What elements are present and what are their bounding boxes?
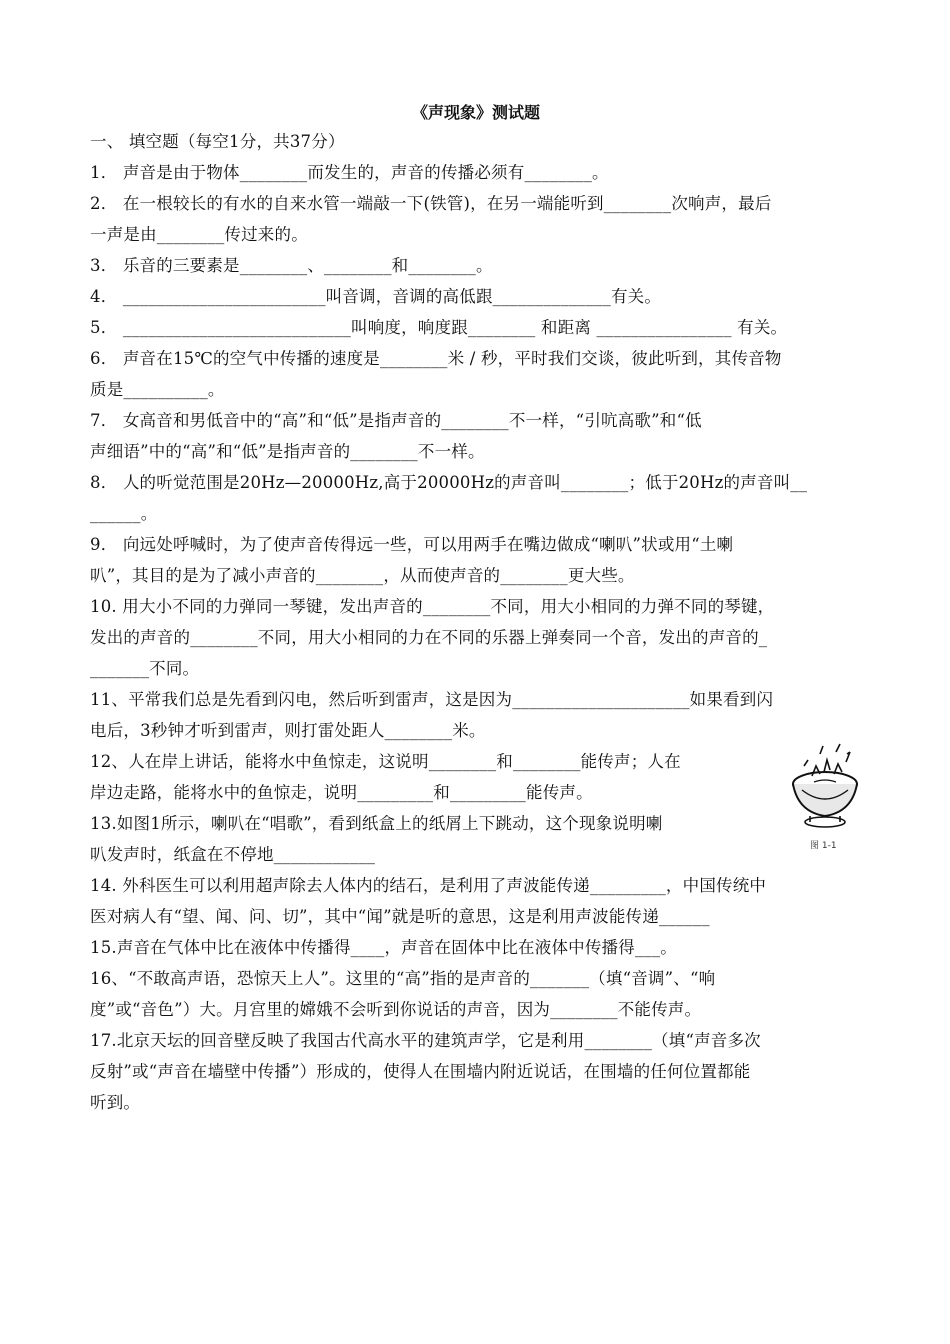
question-line: 医对病人有“望、闻、问、切”，其中“闻”就是听的意思，这是利用声波能传递______: [90, 907, 710, 926]
speaker-icon: [790, 738, 860, 836]
question-line: 1． 声音是由于物体________而发生的，声音的传播必须有________。: [90, 163, 609, 182]
question-line: 听到。: [90, 1093, 141, 1112]
question-line: 7． 女高音和男低音中的“高”和“低”是指声音的________不一样，“引吭高歌”和“低: [90, 411, 702, 430]
question-line: 声细语”中的“高”和“低”是指声音的________不一样。: [90, 442, 485, 461]
question-line: 10. 用大小不同的力弹同一琴键，发出声音的________不同，用大小相同的力弹不同的琴键，: [90, 597, 775, 616]
question-line: 12、人在岸上讲话，能将水中鱼惊走，这说明________和________能传声；人在: [90, 752, 681, 771]
question-line: _______不同。: [90, 659, 200, 678]
question-line: 反射”或“声音在墙壁中传播”）形成的，使得人在围墙内附近说话，在围墙的任何位置都能: [90, 1062, 751, 1081]
question-line: 14. 外科医生可以利用超声除去人体内的结石，是利用了声波能传递_________，中国传统中: [90, 876, 767, 895]
figure-caption: 图 1-1: [810, 841, 837, 851]
question-line: 度”或“音色”）大。月宫里的嫦娥不会听到你说话的声音，因为________不能传声。: [90, 1000, 702, 1019]
question-line: 13.如图1所示，喇叭在“唱歌”，看到纸盒上的纸屑上下跳动，这个现象说明喇: [90, 814, 663, 833]
question-line: 3． 乐音的三要素是________、________和________。: [90, 256, 493, 275]
question-line: 叭”，其目的是为了减小声音的________，从而使声音的________更大些。: [90, 566, 635, 585]
question-line: 6． 声音在15℃的空气中传播的速度是________米 / 秒，平时我们交谈，彼此听到，其传音物: [90, 349, 782, 368]
question-line: 质是__________。: [90, 380, 225, 399]
question-line: 叭发声时，纸盒在不停地____________: [90, 845, 376, 864]
question-line: 15.声音在气体中比在液体中传播得____，声音在固体中比在液体中传播得___。: [90, 938, 677, 957]
question-line: 电后，3秒钟才听到雷声，则打雷处距人________米。: [90, 721, 486, 740]
question-line: 岸边走路，能将水中的鱼惊走，说明_________和_________能传声。: [90, 783, 593, 802]
question-line: 17.北京天坛的回音壁反映了我国古代高水平的建筑声学，它是利用________（填“声音多次: [90, 1031, 761, 1050]
question-line: 2． 在一根较长的有水的自来水管一端敲一下(铁管)，在另一端能听到________次响声，最后: [90, 194, 772, 213]
section-heading: 一、 填空题（每空1分，共37分）: [90, 132, 345, 151]
question-line: 5． ___________________________叫响度，响度跟________ 和距离 ________________ 有关。: [90, 318, 788, 337]
worksheet-page: [90, 100, 862, 1118]
question-line: 11、平常我们总是先看到闪电，然后听到雷声，这是因为_____________________如果看到闪: [90, 690, 774, 709]
worksheet-title: 《声现象》测试题: [411, 103, 540, 122]
question-line: 一声是由________传过来的。: [90, 225, 308, 244]
question-line: 9． 向远处呼喊时，为了使声音传得远一些，可以用两手在嘴边做成“喇叭”状或用“土喇: [90, 535, 734, 554]
question-line: 8． 人的听觉范围是20Hz—20000Hz,高于20000Hz的声音叫________；低于20Hz的声音叫__: [90, 473, 808, 492]
question-line: 发出的声音的________不同，用大小相同的力在不同的乐器上弹奏同一个音，发出的声音的_: [90, 628, 768, 647]
speaker-figure: [790, 738, 860, 850]
question-line: 16、“不敢高声语，恐惊天上人”。这里的“高”指的是声音的_______（填“音调”、“响: [90, 969, 716, 988]
question-line: ______。: [90, 504, 158, 523]
question-line: 4． ________________________叫音调，音调的高低跟______________有关。: [90, 287, 662, 306]
